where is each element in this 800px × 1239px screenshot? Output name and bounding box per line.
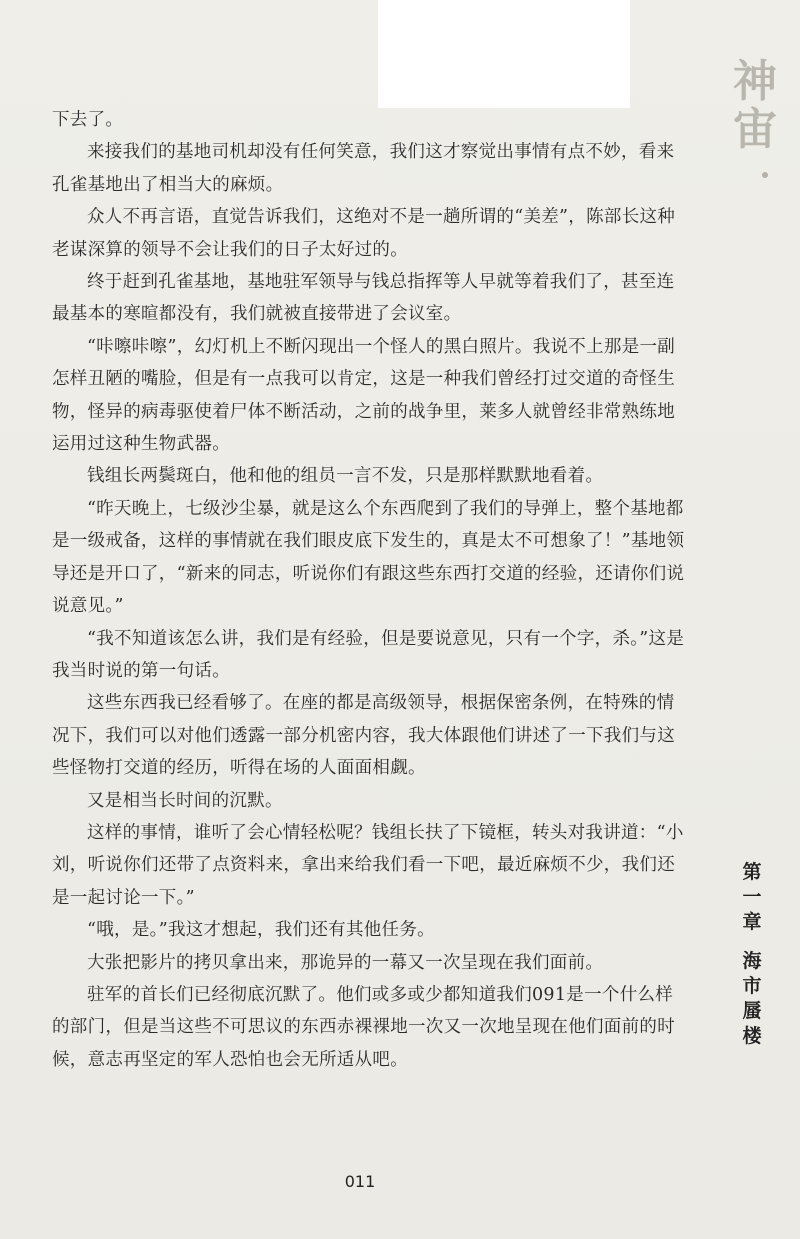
paragraph: 终于赶到孔雀基地，基地驻军领导与钱总指挥等人早就等着我们了，甚至连最基本的寒暄都没有，我们就被直接带进了会议室。 (52, 272, 675, 325)
paragraph: “昨天晚上，七级沙尘暴，就是这么个东西爬到了我们的导弹上，整个基地都是一级戒备，这样的事情就在我们眼皮底下发生的，真是太不可想象了！”基地领导还是开口了，“新来的同志，听说你们有跟这些东西打交道的经验，还请你们说说意见。” (52, 498, 685, 617)
paragraph: 又是相当长时间的沉默。 (87, 790, 283, 811)
page-number: 011 (344, 1172, 376, 1191)
chapter-heading-vertical (737, 860, 767, 1049)
chapter-title-char: 海 (742, 950, 762, 972)
paragraph: 众人不再言语，直觉告诉我们，这绝对不是一趟所谓的“美差”，陈部长这种老谋深算的领导不会让我们的日子太好过的。 (52, 207, 676, 260)
paragraph: “咔嚓咔嚓”，幻灯机上不断闪现出一个怪人的黑白照片。我说不上那是一副怎样丑陋的嘴脸，但是有一点我可以肯定，这是一种我们曾经打过交道的奇怪生物，怪异的病毒驱使着尸体不断活动，之前的战争里，莱多人就曾经非常熟练地运用过这种生物武器。 (52, 336, 676, 455)
book-title-watermark (728, 58, 784, 154)
paragraph: 下去了。 (52, 110, 124, 130)
body-text (52, 104, 688, 1076)
white-mask-patch (378, 0, 630, 108)
chapter-number-char: 第 (742, 861, 762, 883)
paragraph: 大张把影片的拷贝拿出来，那诡异的一幕又一次呈现在我们面前。 (87, 952, 604, 973)
chapter-title-char: 市 (742, 975, 762, 997)
paragraph: “哦，是。”我这才想起，我们还有其他任务。 (87, 920, 435, 941)
paragraph: 这样的事情，谁听了会心情轻松呢？钱组长扶了下镜框，转头对我讲道：“小刘，听说你们还带了点资料来，拿出来给我们看一下吧，最近麻烦不少，我们还是一起讨论一下。” (52, 822, 684, 908)
paragraph: 来接我们的基地司机却没有任何笑意，我们这才察觉出事情有点不妙，看来孔雀基地出了相当大的麻烦。 (52, 142, 675, 195)
paragraph: 驻军的首长们已经彻底沉默了。他们或多或少都知道我们091是一个什么样的部门，但是当这些不可思议的东西赤裸裸地一次又一次地呈现在他们面前的时候，意志再坚定的军人恐怕也会无所适从吧。 (52, 984, 675, 1070)
chapter-number-char: 一 (742, 886, 762, 908)
chapter-gap (737, 935, 767, 949)
book-title-char: 宙 (733, 104, 779, 155)
chapter-number-char: 章 (742, 911, 762, 933)
paragraph: 钱组长两鬓斑白，他和他的组员一言不发，只是那样默默地看着。 (87, 466, 604, 487)
paragraph: “我不知道该怎么讲，我们是有经验，但是要说意见，只有一个字，杀。”这是我当时说的第一句话。 (52, 628, 685, 681)
book-title-char: 神 (733, 56, 779, 107)
chapter-title-char: 蜃 (742, 1000, 762, 1022)
chapter-title-char: 楼 (742, 1025, 762, 1047)
paragraph: 这些东西我已经看够了。在座的都是高级领导，根据保密条例，在特殊的情况下，我们可以对他们透露一部分机密内容，我大体跟他们讲述了一下我们与这些怪物打交道的经历，听得在场的人面面相觑。 (52, 693, 675, 779)
decorative-dot (762, 172, 768, 178)
